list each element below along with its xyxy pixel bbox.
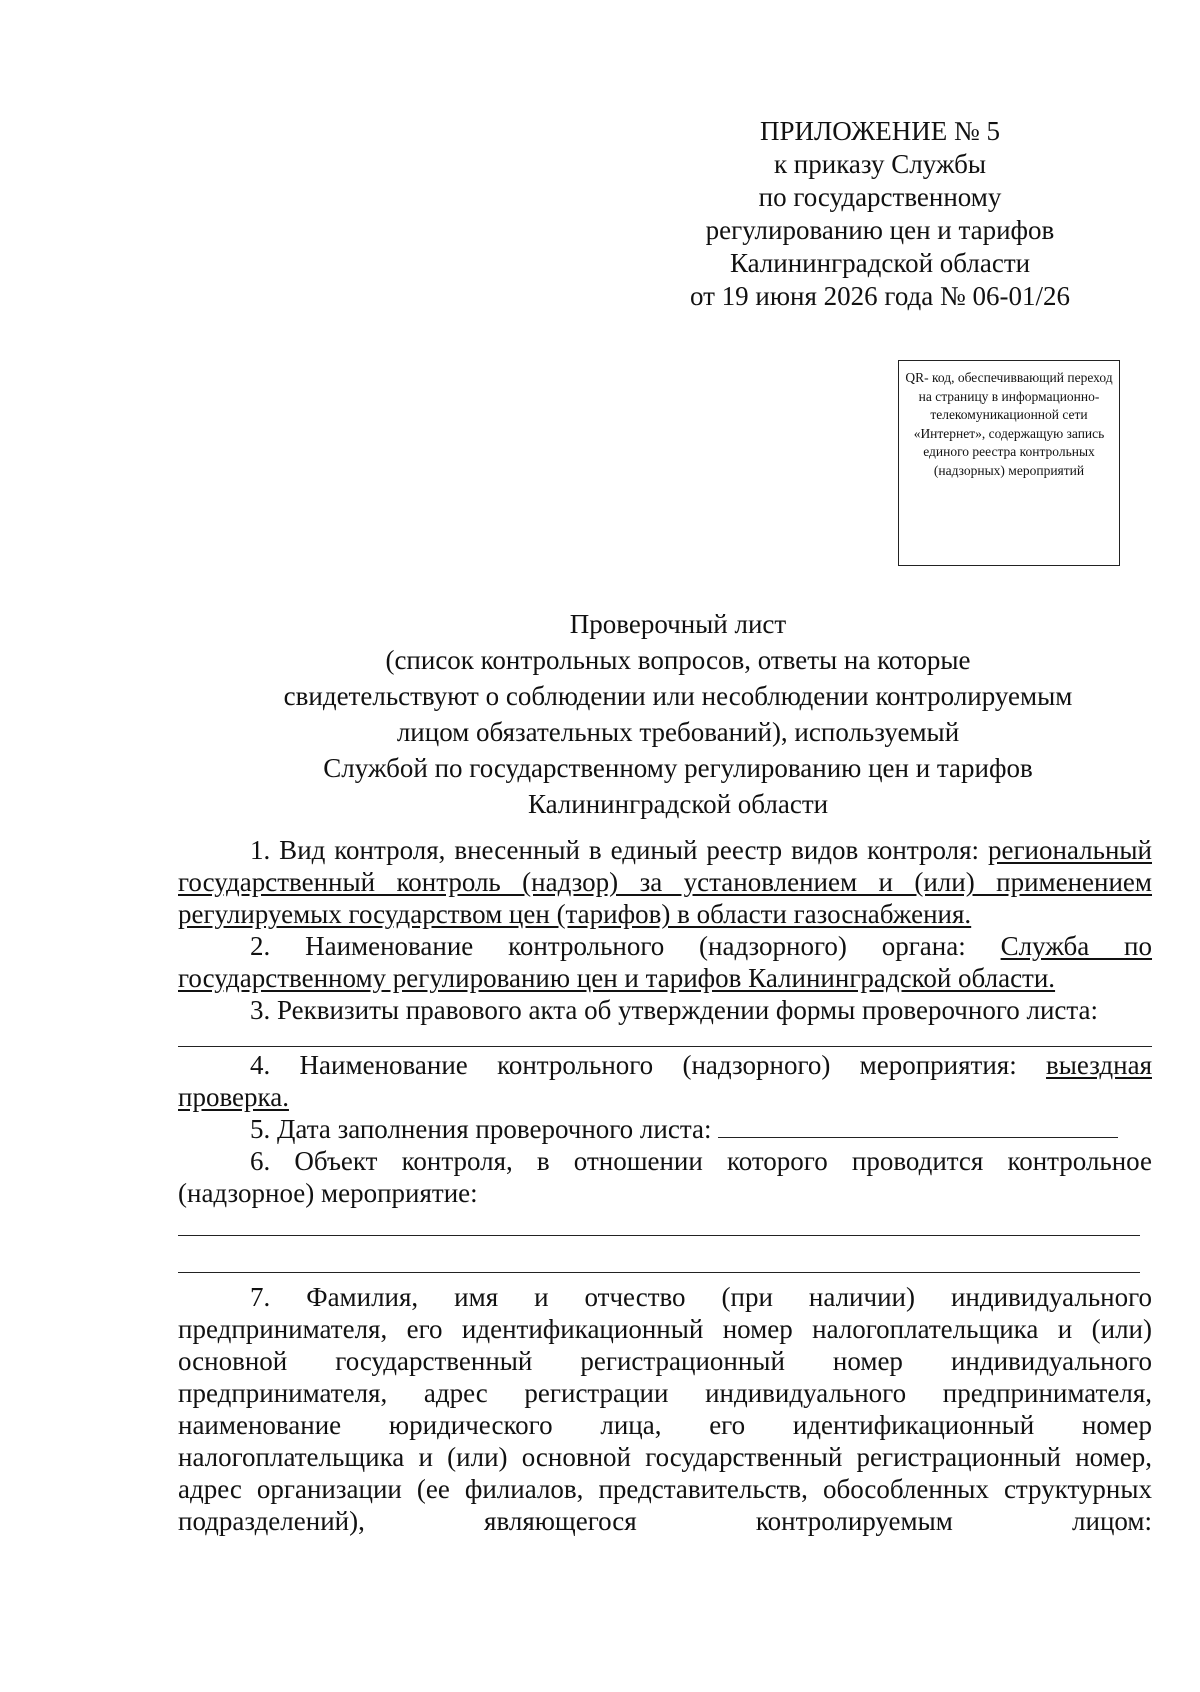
item-5	[178, 1113, 1152, 1145]
title-line: лицом обязательных требований), используемый	[396, 717, 960, 747]
appendix-line: от 19 июня 2026 года № 06-01/26	[689, 281, 1071, 311]
appendix-line: к приказу Службы	[773, 149, 987, 179]
item-3-label: 3. Реквизиты правового акта об утверждении формы проверочного листа:	[250, 995, 1099, 1025]
item-2	[178, 930, 1152, 994]
item-1-label: 1. Вид контроля, внесенный в единый реестр видов контроля:	[250, 835, 980, 865]
item-3-blank-line	[178, 1026, 1152, 1047]
item-5-label: 5. Дата заполнения проверочного листа:	[250, 1114, 712, 1144]
item-6-label: 6. Объект контроля, в отношении которого проводится контрольное (надзорное) мероприятие:	[178, 1146, 1152, 1208]
item-4-label: 4. Наименование контрольного (надзорного) мероприятия:	[250, 1050, 1017, 1080]
title-line: (список контрольных вопросов, ответы на которые	[385, 645, 971, 675]
item-1-value: региональный государственный контроль (надзор) за установлением и (или) применением регулируемых государством цен (тарифов) в области газоснабжения.	[178, 835, 1152, 929]
appendix-line: по государственному	[758, 182, 1002, 212]
item-7	[178, 1281, 1152, 1537]
item-2-label: 2. Наименование контрольного (надзорного) органа:	[250, 931, 966, 961]
item-4	[178, 1049, 1152, 1113]
item-6	[178, 1145, 1152, 1209]
item-4-value: выездная проверка.	[178, 1050, 1152, 1112]
appendix-header	[640, 115, 1120, 313]
title-line: Калининградской области	[527, 789, 829, 819]
title-line: свидетельствуют о соблюдении или несоблюдении контролируемым	[283, 681, 1073, 711]
appendix-line: ПРИЛОЖЕНИЕ № 5	[759, 116, 1001, 146]
item-6-blank-line-1	[178, 1209, 1140, 1236]
item-7-label: 7. Фамилия, имя и отчество (при наличии) индивидуального предпринимателя, его идентификационный номер налогоплательщика и (или) основной государственный регистрационный номер индивидуального предпринимателя, адрес регистрации индивидуального предпринимателя, наименование юридического лица, его идентификационный номер налогоплательщика и (или) основной государственный регистрационный номер, адрес организации (ее филиалов, представительств, обособленных структурных подразделений), являющегося контролируемым лицом:	[178, 1282, 1152, 1536]
appendix-line: Калининградской области	[729, 248, 1031, 278]
item-5-blank-line	[718, 1115, 1118, 1138]
document-body	[178, 834, 1152, 1537]
item-6-blank-line-2	[178, 1238, 1140, 1273]
item-1	[178, 834, 1152, 930]
item-2-value: Служба по государственному регулированию цен и тарифов Калининградской области.	[178, 931, 1153, 993]
qr-placeholder-text: QR- код, обеспечиввающий переход на страницу в информационно-телекомуникационной сети «Интернет», содержащую запись единого реестра контрольных (надзорных) мероприятий	[905, 370, 1113, 478]
item-3	[178, 994, 1152, 1026]
qr-code-placeholder	[898, 360, 1120, 566]
title-line: Службой по государственному регулированию цен и тарифов	[323, 753, 1033, 783]
document-title	[178, 606, 1178, 822]
appendix-line: регулированию цен и тарифов	[705, 215, 1055, 245]
title-line: Проверочный лист	[569, 609, 787, 639]
